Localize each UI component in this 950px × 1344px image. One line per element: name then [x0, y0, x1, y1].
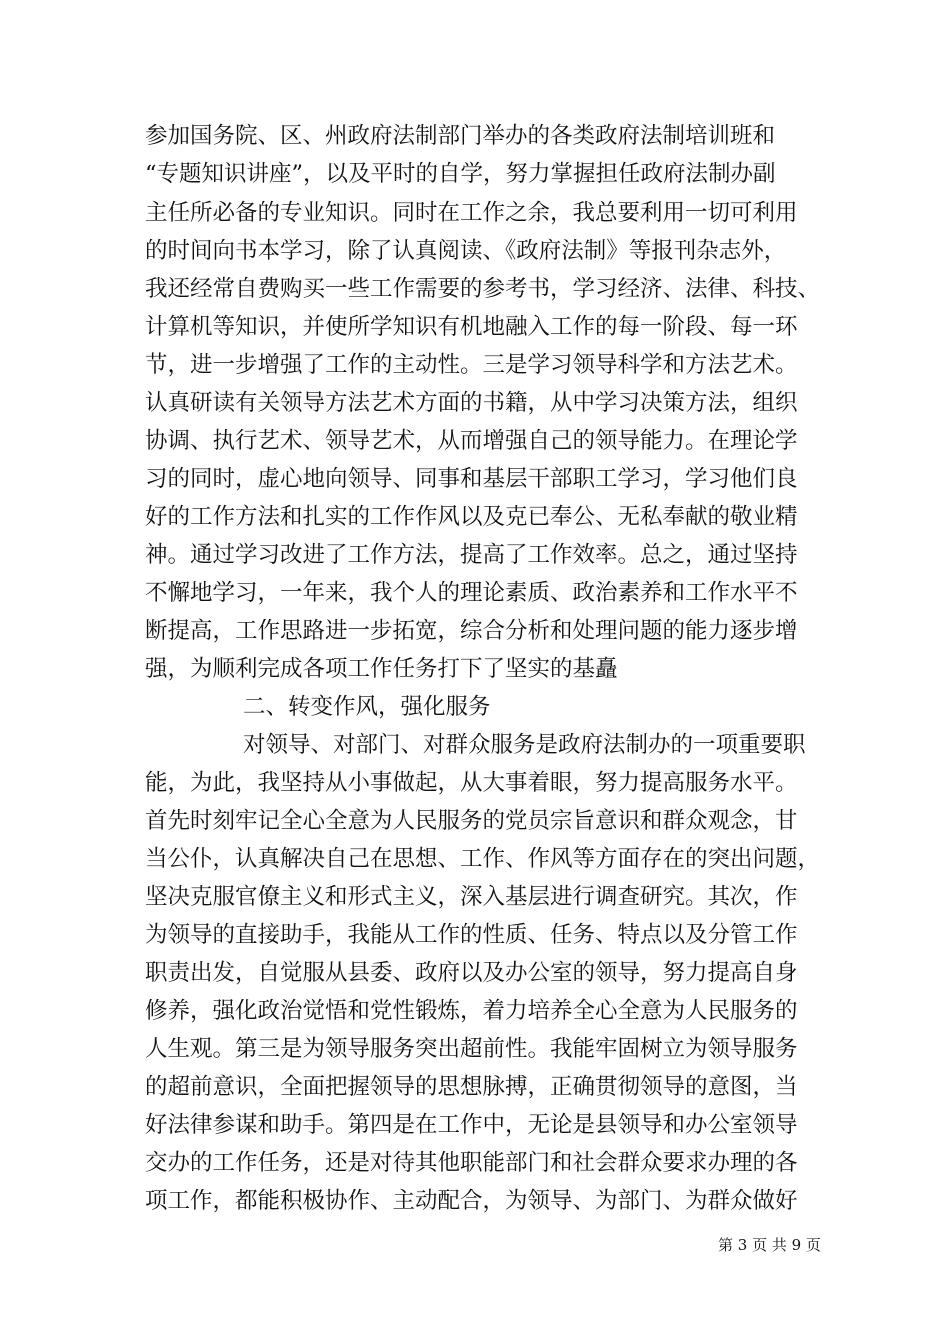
body-text-line: 我还经常自费购买一些工作需要的参考书，学习经济、法律、科技、 — [145, 276, 821, 302]
body-text-line: 认真研读有关领导方法艺术方面的书籍，从中学习决策方法，组织 — [145, 390, 798, 416]
section-heading: 二、转变作风，强化服务 — [243, 694, 491, 720]
page-number-footer: 第 3 页 共 9 页 — [718, 1236, 821, 1254]
paragraph-first-line: 对领导、对部门、对群众服务是政府法制办的一项重要职 — [243, 732, 806, 758]
body-text-line: 不懈地学习，一年来，我个人的理论素质、政治素养和工作水平不 — [145, 580, 798, 606]
body-text-line: 为领导的直接助手，我能从工作的性质、任务、特点以及分管工作 — [145, 922, 798, 948]
body-text-line: 习的同时，虚心地向领导、同事和基层干部职工学习，学习他们良 — [145, 466, 798, 492]
body-text-line: 的超前意识，全面把握领导的思想脉搏，正确贯彻领导的意图，当 — [145, 1074, 798, 1100]
body-text-line: 好法律参谋和助手。第四是在工作中，无论是县领导和办公室领导 — [145, 1112, 798, 1138]
body-text-line: 参加国务院、区、州政府法制部门举办的各类政府法制培训班和 — [145, 123, 776, 149]
body-text-line: 职责出发，自觉服从县委、政府以及办公室的领导，努力提高自身 — [145, 960, 798, 986]
body-text-line: 当公仆，认真解决自己在思想、工作、作风等方面存在的突出问题， — [145, 846, 821, 872]
body-text-line: 修养，强化政治觉悟和党性锻炼，着力培养全心全意为人民服务的 — [145, 998, 798, 1024]
body-text-line: 项工作，都能积极协作、主动配合，为领导、为部门、为群众做好 — [145, 1188, 798, 1214]
body-text-line: 协调、执行艺术、领导艺术，从而增强自己的领导能力。在理论学 — [145, 428, 798, 454]
body-text-line: 人生观。第三是为领导服务突出超前性。我能牢固树立为领导服务 — [145, 1036, 798, 1062]
body-text-line: 交办的工作任务，还是对待其他职能部门和社会群众要求办理的各 — [145, 1150, 798, 1176]
body-text-line: 强，为顺利完成各项工作任务打下了坚实的基矗 — [145, 656, 618, 682]
body-text-line: 的时间向书本学习，除了认真阅读、《政府法制》等报刊杂志外， — [145, 238, 787, 264]
body-text-line: 神。通过学习改进了工作方法，提高了工作效率。总之，通过坚持 — [145, 542, 798, 568]
body-text-line: “专题知识讲座”，以及平时的自学，努力掌握担任政府法制办副 — [145, 161, 776, 187]
body-text-line: 能，为此，我坚持从小事做起，从大事着眼，努力提高服务水平。 — [145, 770, 798, 796]
body-text-line: 计算机等知识，并使所学知识有机地融入工作的每一阶段、每一环 — [145, 314, 798, 340]
body-text-line: 主任所必备的专业知识。同时在工作之余，我总要利用一切可利用 — [145, 200, 798, 226]
body-text-line: 坚决克服官僚主义和形式主义，深入基层进行调查研究。其次，作 — [145, 884, 798, 910]
body-text-line: 节，进一步增强了工作的主动性。三是学习领导科学和方法艺术。 — [145, 352, 798, 378]
body-text-line: 断提高，工作思路进一步拓宽，综合分析和处理问题的能力逐步增 — [145, 618, 798, 644]
body-text-line: 首先时刻牢记全心全意为人民服务的党员宗旨意识和群众观念，甘 — [145, 808, 798, 834]
body-text-line: 好的工作方法和扎实的工作作风以及克已奉公、无私奉献的敬业精 — [145, 504, 798, 530]
